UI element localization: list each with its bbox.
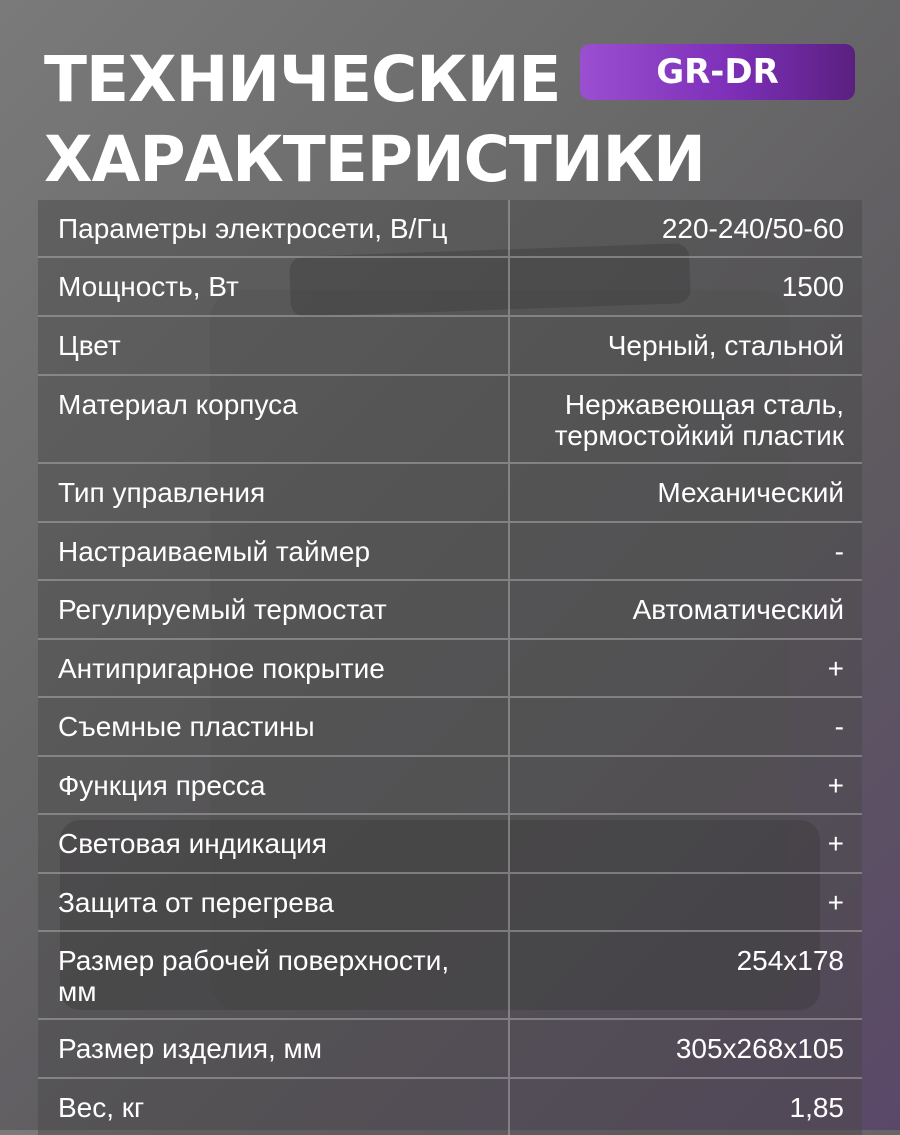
spec-value: -: [834, 711, 844, 742]
spec-label: Цвет: [38, 317, 510, 374]
spec-value: 1,85: [789, 1092, 844, 1123]
spec-label: Мощность, Вт: [38, 258, 510, 315]
spec-value: +: [827, 828, 844, 859]
table-row: [38, 523, 862, 581]
title-line-1: ТЕХНИЧЕСКИЕ: [44, 43, 561, 116]
spec-label: Настраиваемый таймер: [38, 523, 510, 579]
table-row: [38, 698, 862, 757]
specs-table: [38, 200, 862, 1135]
table-row: [38, 1020, 862, 1079]
table-row: [38, 376, 862, 464]
spec-label: Размер рабочей поверхности, мм: [38, 932, 510, 1018]
spec-value: -: [834, 536, 844, 567]
table-row: [38, 815, 862, 874]
table-row: [38, 1079, 862, 1135]
spec-value: +: [827, 887, 844, 918]
spec-value: Автоматический: [632, 594, 844, 625]
table-row: [38, 581, 862, 640]
spec-value: 1500: [781, 271, 844, 302]
spec-label: Параметры электросети, В/Гц: [38, 200, 510, 256]
table-row: [38, 757, 862, 815]
spec-value: 305x268x105: [675, 1033, 844, 1064]
spec-label: Регулируемый термостат: [38, 581, 510, 638]
spec-label: Размер изделия, мм: [38, 1020, 510, 1077]
spec-label: Антипригарное покрытие: [38, 640, 510, 696]
spec-value: Черный, стальной: [607, 330, 844, 361]
spec-label: Защита от перегрева: [38, 874, 510, 930]
table-row: [38, 317, 862, 376]
spec-value: 220-240/50-60: [661, 213, 844, 244]
spec-label: Функция пресса: [38, 757, 510, 813]
spec-value: 254x178: [736, 945, 844, 976]
spec-value: Нержавеющая сталь, термостойкий пластик: [554, 389, 844, 451]
table-row: [38, 464, 862, 523]
table-row: [38, 640, 862, 698]
model-badge: GR-DR: [580, 44, 855, 100]
spec-value: Механический: [657, 477, 844, 508]
table-row: [38, 200, 862, 258]
table-row: [38, 258, 862, 317]
spec-label: Материал корпуса: [38, 376, 510, 462]
spec-label: Световая индикация: [38, 815, 510, 872]
title-line-2: ХАРАКТЕРИСТИКИ: [44, 123, 705, 196]
table-row: [38, 932, 862, 1020]
spec-value: +: [827, 770, 844, 801]
spec-label: Вес, кг: [38, 1079, 510, 1135]
spec-value: +: [827, 653, 844, 684]
spec-label: Тип управления: [38, 464, 510, 521]
spec-label: Съемные пластины: [38, 698, 510, 755]
table-row: [38, 874, 862, 932]
